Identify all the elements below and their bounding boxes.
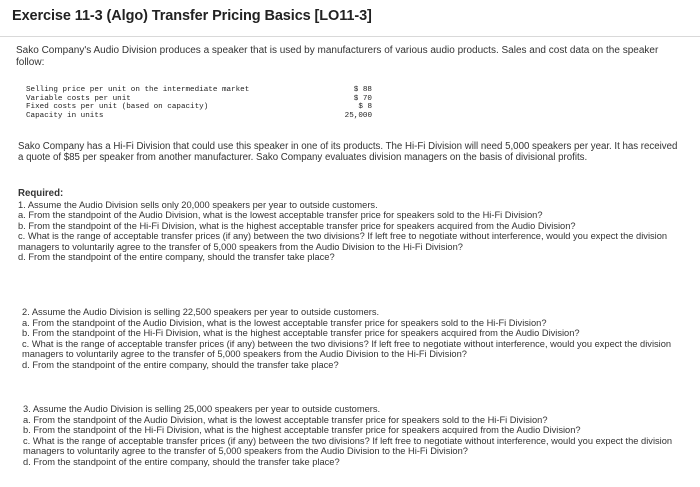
scenario-paragraph: Sako Company has a Hi-Fi Division that could use this speaker in one of its products. The Hi-Fi Division will need 5,000 speakers per year. It has received a quote of $85 per speaker from another manufacturer. Sako Company evaluates division managers on the basis of divisional profits.: [18, 141, 678, 164]
requirement-part-b: b. From the standpoint of the Hi-Fi Division, what is the highest acceptable transfer price for speakers acquired from the Audio Division?: [22, 328, 580, 338]
cost-data-labels: [26, 86, 249, 120]
cost-data-values: [330, 86, 372, 120]
exercise-header: [0, 0, 700, 37]
data-row-label: Selling price per unit on the intermediate market: [26, 86, 250, 94]
requirement-part-c: c. What is the range of acceptable transfer prices (if any) between the two divisions? If left free to negotiate without interference, would you expect the division managers to voluntarily agree to the transfer of 5,000 speakers from the Audio Division to the Hi-Fi Division?: [18, 231, 668, 252]
requirement-part-b: b. From the standpoint of the Hi-Fi Division, what is the highest acceptable transfer price for speakers acquired from the Audio Division?: [23, 425, 581, 435]
requirement-part-a: a. From the standpoint of the Audio Division, what is the lowest acceptable transfer price for speakers sold to the Hi-Fi Division?: [23, 414, 548, 425]
exercise-title: Exercise 11-3 (Algo) Transfer Pricing Basics [LO11-3]: [12, 8, 372, 24]
data-row-value: $ 88: [353, 86, 372, 94]
data-row-label: Variable costs per unit: [26, 94, 131, 103]
requirement-part-b: b. From the standpoint of the Hi-Fi Division, what is the highest acceptable transfer price for speakers acquired from the Audio Division?: [18, 220, 576, 231]
data-row-label: Fixed costs per unit (based on capacity): [26, 103, 209, 112]
data-row-label: Capacity in units: [26, 111, 104, 120]
requirement-3: [23, 404, 685, 467]
requirement-2: [22, 307, 686, 370]
data-row-value: $ 70: [353, 94, 372, 103]
requirement-heading: 3. Assume the Audio Division is selling 25,000 speakers per year to outside customers.: [23, 404, 381, 414]
requirement-part-c: c. What is the range of acceptable transfer prices (if any) between the two divisions? If left free to negotiate without interference, would you expect the division managers to voluntarily agree to the transfer of 5,000 speakers from the Audio Division to the Hi-Fi Division?: [23, 435, 673, 456]
data-row-value: 25,000: [344, 111, 372, 120]
requirement-part-c: c. What is the range of acceptable transfer prices (if any) between the two divisions? If left free to negotiate without interference, would you expect the division managers to voluntarily agree to the transfer of 5,000 speakers from the Audio Division to the Hi-Fi Division?: [22, 338, 672, 359]
data-row-value: $ 8: [358, 103, 372, 112]
required-label: Required:: [18, 188, 64, 199]
requirement-part-d: d. From the standpoint of the entire company, should the transfer take place?: [23, 456, 340, 467]
requirement-heading: 2. Assume the Audio Division is selling 22,500 speakers per year to outside customers.: [22, 307, 380, 317]
requirement-part-a: a. From the standpoint of the Audio Division, what is the lowest acceptable transfer price for speakers sold to the Hi-Fi Division?: [18, 210, 543, 220]
requirement-part-a: a. From the standpoint of the Audio Division, what is the lowest acceptable transfer price for speakers sold to the Hi-Fi Division?: [22, 317, 547, 328]
intro-paragraph: Sako Company's Audio Division produces a speaker that is used by manufacturers of various audio products. Sales and cost data on the speaker follow:: [16, 45, 659, 68]
requirement-heading: 1. Assume the Audio Division sells only 20,000 speakers per year to outside customers.: [18, 199, 378, 210]
requirement-part-d: d. From the standpoint of the entire company, should the transfer take place?: [22, 359, 339, 370]
requirement-1: [18, 189, 684, 263]
requirement-part-d: d. From the standpoint of the entire company, should the transfer take place?: [18, 252, 335, 262]
